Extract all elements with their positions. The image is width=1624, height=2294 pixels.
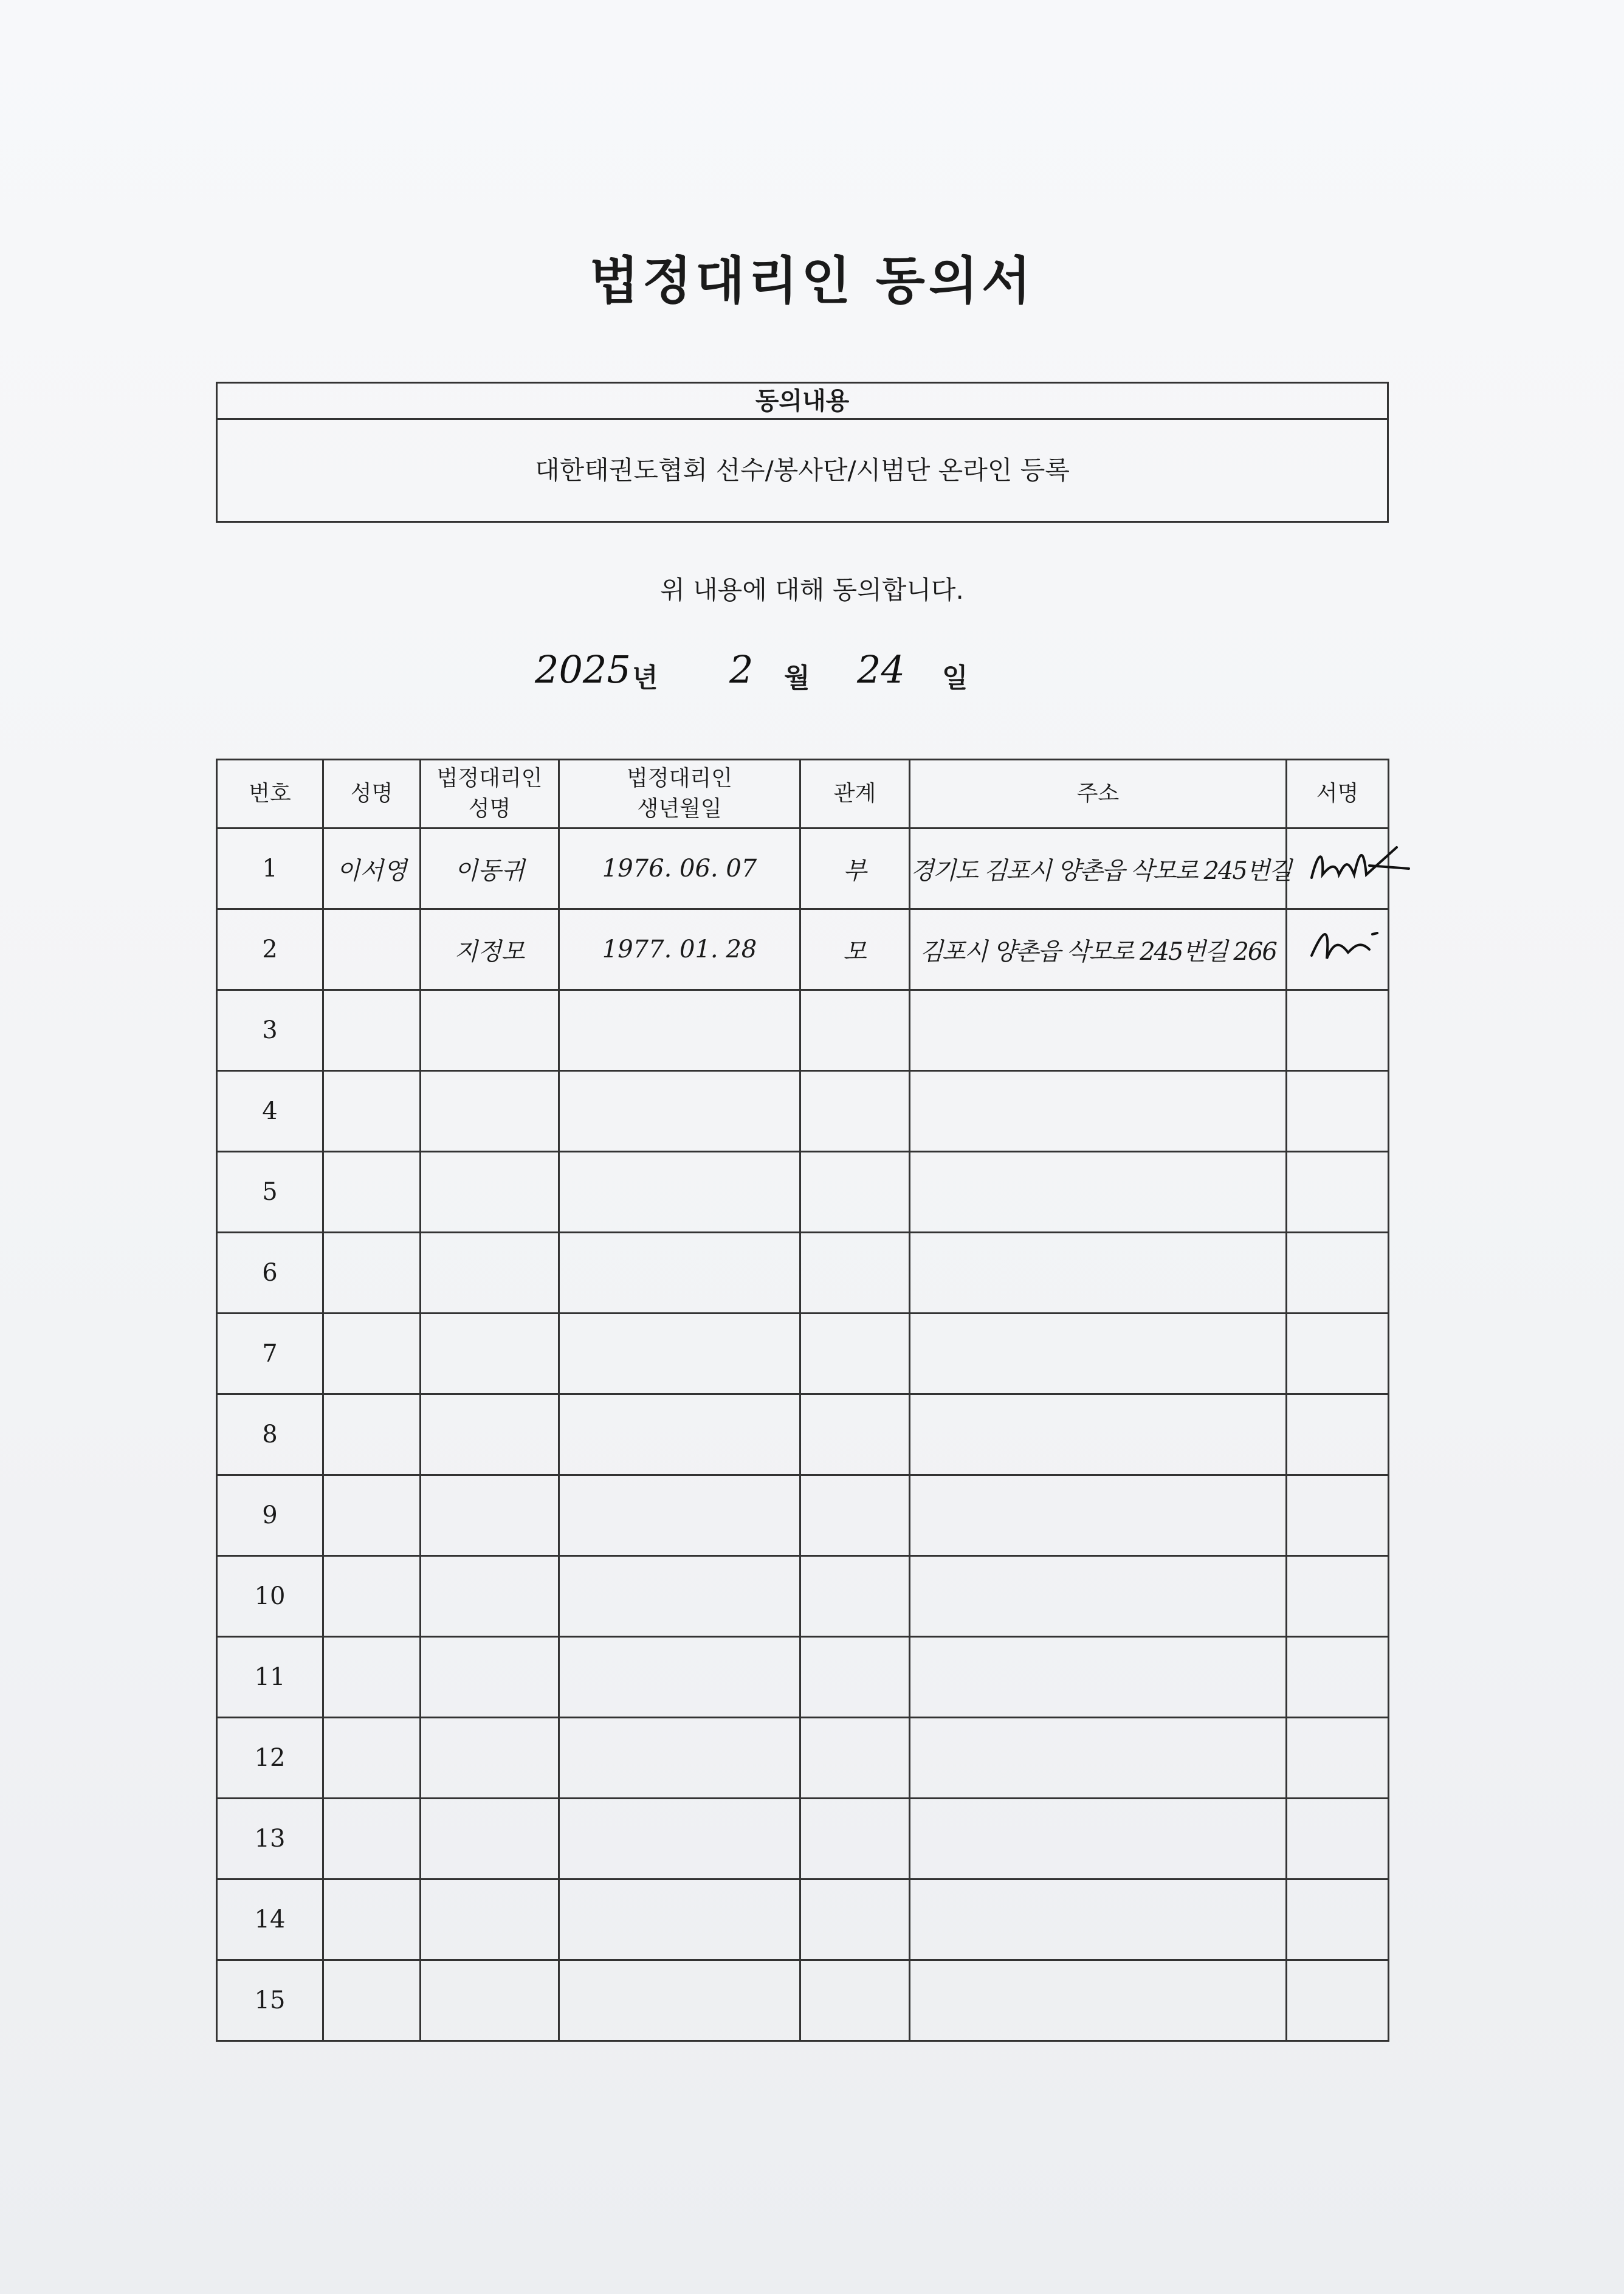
header-rep-birth bbox=[559, 760, 800, 828]
cell-no: 15 bbox=[217, 1960, 323, 2041]
cell-rep-birth bbox=[559, 1718, 800, 1799]
cell-name bbox=[323, 1314, 421, 1394]
cell-rep-birth bbox=[559, 1314, 800, 1394]
cell-sign bbox=[1287, 1475, 1389, 1556]
cell-rep-birth: 1976. 06. 07 bbox=[559, 828, 800, 909]
table-row bbox=[217, 1960, 1389, 2041]
cell-relation bbox=[800, 1556, 910, 1637]
cell-rep-name bbox=[421, 990, 559, 1071]
cell-name bbox=[323, 1960, 421, 2041]
table-row bbox=[217, 1233, 1389, 1314]
cell-sign bbox=[1287, 1637, 1389, 1718]
consent-body: 대한태권도협회 선수/봉사단/시범단 온라인 등록 bbox=[535, 455, 1070, 485]
cell-rep-name bbox=[421, 1556, 559, 1637]
cell-name bbox=[323, 1879, 421, 1960]
cell-address: 김포시 양촌읍 삭모로 245번길 266 bbox=[910, 909, 1287, 990]
cell-name bbox=[323, 909, 421, 990]
cell-address bbox=[910, 1556, 1287, 1637]
header-relation: 관계 bbox=[800, 760, 910, 828]
cell-no: 11 bbox=[217, 1637, 323, 1718]
cell-sign bbox=[1287, 1960, 1389, 2041]
cell-name bbox=[323, 1071, 421, 1152]
cell-address bbox=[910, 1799, 1287, 1879]
cell-name bbox=[323, 1394, 421, 1475]
cell-name bbox=[323, 1799, 421, 1879]
cell-sign bbox=[1287, 1879, 1389, 1960]
cell-address bbox=[910, 1314, 1287, 1394]
date-year: 2025 bbox=[535, 647, 631, 692]
table-row bbox=[217, 1152, 1389, 1233]
cell-rep-name bbox=[421, 1233, 559, 1314]
cell-address bbox=[910, 1718, 1287, 1799]
cell-no: 12 bbox=[217, 1718, 323, 1799]
header-rep-name-line2: 성명 bbox=[468, 796, 511, 821]
header-address: 주소 bbox=[910, 760, 1287, 828]
cell-address bbox=[910, 1960, 1287, 2041]
cell-name bbox=[323, 1475, 421, 1556]
cell-rep-name: 이동귀 bbox=[421, 828, 559, 909]
cell-address bbox=[910, 1879, 1287, 1960]
cell-no: 14 bbox=[217, 1879, 323, 1960]
table-row bbox=[217, 909, 1389, 990]
header-rep-birth-line2: 생년월일 bbox=[637, 796, 722, 821]
cell-sign bbox=[1287, 1314, 1389, 1394]
cell-relation: 모 bbox=[800, 909, 910, 990]
cell-rep-birth bbox=[559, 1394, 800, 1475]
cell-no: 1 bbox=[217, 828, 323, 909]
cell-relation bbox=[800, 1960, 910, 2041]
cell-rep-name bbox=[421, 1879, 559, 1960]
cell-sign bbox=[1287, 1152, 1389, 1233]
cell-name bbox=[323, 1152, 421, 1233]
cell-rep-birth bbox=[559, 1475, 800, 1556]
signature-drawing bbox=[1312, 841, 1415, 890]
table-row bbox=[217, 1071, 1389, 1152]
cell-relation: 부 bbox=[800, 828, 910, 909]
header-rep-name bbox=[421, 760, 559, 828]
header-no: 번호 bbox=[217, 760, 323, 828]
cell-sign bbox=[1287, 990, 1389, 1071]
cell-address bbox=[910, 1637, 1287, 1718]
header-name: 성명 bbox=[323, 760, 421, 828]
cell-name bbox=[323, 1233, 421, 1314]
cell-no: 3 bbox=[217, 990, 323, 1071]
cell-address bbox=[910, 1394, 1287, 1475]
cell-name bbox=[323, 1637, 421, 1718]
cell-sign bbox=[1287, 1799, 1389, 1879]
registration-table bbox=[216, 759, 1389, 2042]
consent-box bbox=[216, 382, 1389, 523]
table-header-row bbox=[217, 760, 1389, 828]
cell-no: 8 bbox=[217, 1394, 323, 1475]
cell-sign bbox=[1287, 1556, 1389, 1637]
cell-name bbox=[323, 990, 421, 1071]
date-line bbox=[535, 647, 1082, 702]
cell-rep-birth bbox=[559, 1799, 800, 1879]
cell-relation bbox=[800, 1233, 910, 1314]
header-sign: 서명 bbox=[1287, 760, 1389, 828]
table-body bbox=[217, 828, 1389, 2041]
table-row bbox=[217, 1556, 1389, 1637]
consent-header: 동의내용 bbox=[218, 384, 1387, 420]
cell-address: 경기도 김포시 양촌읍 삭모로 245번길 bbox=[910, 828, 1287, 909]
cell-relation bbox=[800, 1314, 910, 1394]
cell-relation bbox=[800, 1718, 910, 1799]
signature-stroke bbox=[1312, 847, 1409, 878]
cell-rep-name: 지정모 bbox=[421, 909, 559, 990]
cell-sign bbox=[1287, 828, 1389, 909]
cell-name: 이서영 bbox=[323, 828, 421, 909]
cell-rep-name bbox=[421, 1475, 559, 1556]
table-row bbox=[217, 1475, 1389, 1556]
cell-rep-birth bbox=[559, 1556, 800, 1637]
signature-stroke bbox=[1312, 933, 1377, 959]
signature-drawing bbox=[1312, 922, 1415, 971]
cell-rep-birth bbox=[559, 1152, 800, 1233]
cell-address bbox=[910, 1152, 1287, 1233]
table-row bbox=[217, 1637, 1389, 1718]
cell-relation bbox=[800, 1071, 910, 1152]
table-row bbox=[217, 1314, 1389, 1394]
cell-address bbox=[910, 1475, 1287, 1556]
cell-rep-name bbox=[421, 1718, 559, 1799]
cell-rep-name bbox=[421, 1152, 559, 1233]
cell-no: 9 bbox=[217, 1475, 323, 1556]
cell-relation bbox=[800, 990, 910, 1071]
cell-rep-birth bbox=[559, 1637, 800, 1718]
cell-relation bbox=[800, 1879, 910, 1960]
cell-sign bbox=[1287, 909, 1389, 990]
cell-name bbox=[323, 1556, 421, 1637]
date-day: 24 bbox=[857, 647, 905, 692]
date-month-unit: 월 bbox=[784, 663, 810, 694]
date-year-unit: 년 bbox=[632, 663, 658, 694]
cell-relation bbox=[800, 1394, 910, 1475]
header-rep-name-line1: 법정대리인 bbox=[436, 766, 543, 791]
cell-no: 4 bbox=[217, 1071, 323, 1152]
cell-no: 13 bbox=[217, 1799, 323, 1879]
table-row bbox=[217, 990, 1389, 1071]
cell-rep-name bbox=[421, 1799, 559, 1879]
document-title: 법정대리인 동의서 bbox=[589, 251, 1035, 311]
cell-rep-name bbox=[421, 1314, 559, 1394]
cell-no: 10 bbox=[217, 1556, 323, 1637]
cell-rep-birth bbox=[559, 1960, 800, 2041]
table-row bbox=[217, 1394, 1389, 1475]
cell-rep-name bbox=[421, 1637, 559, 1718]
cell-rep-birth bbox=[559, 1233, 800, 1314]
cell-rep-name bbox=[421, 1071, 559, 1152]
cell-address bbox=[910, 1071, 1287, 1152]
cell-rep-birth bbox=[559, 1879, 800, 1960]
cell-address bbox=[910, 1233, 1287, 1314]
cell-relation bbox=[800, 1152, 910, 1233]
date-day-unit: 일 bbox=[942, 663, 968, 694]
cell-address bbox=[910, 990, 1287, 1071]
cell-rep-birth bbox=[559, 1071, 800, 1152]
table-row bbox=[217, 1799, 1389, 1879]
date-month: 2 bbox=[729, 647, 754, 692]
table-row bbox=[217, 828, 1389, 909]
cell-no: 5 bbox=[217, 1152, 323, 1233]
agree-statement: 위 내용에 대해 동의합니다. bbox=[660, 575, 964, 605]
cell-relation bbox=[800, 1799, 910, 1879]
cell-no: 6 bbox=[217, 1233, 323, 1314]
cell-rep-birth: 1977. 01. 28 bbox=[559, 909, 800, 990]
cell-no: 7 bbox=[217, 1314, 323, 1394]
cell-no: 2 bbox=[217, 909, 323, 990]
table-row bbox=[217, 1718, 1389, 1799]
cell-rep-name bbox=[421, 1960, 559, 2041]
cell-sign bbox=[1287, 1394, 1389, 1475]
table-row bbox=[217, 1879, 1389, 1960]
cell-sign bbox=[1287, 1071, 1389, 1152]
cell-relation bbox=[800, 1475, 910, 1556]
cell-rep-birth bbox=[559, 990, 800, 1071]
cell-sign bbox=[1287, 1718, 1389, 1799]
cell-relation bbox=[800, 1637, 910, 1718]
cell-name bbox=[323, 1718, 421, 1799]
cell-rep-name bbox=[421, 1394, 559, 1475]
header-rep-birth-line1: 법정대리인 bbox=[627, 766, 732, 791]
cell-sign bbox=[1287, 1233, 1389, 1314]
